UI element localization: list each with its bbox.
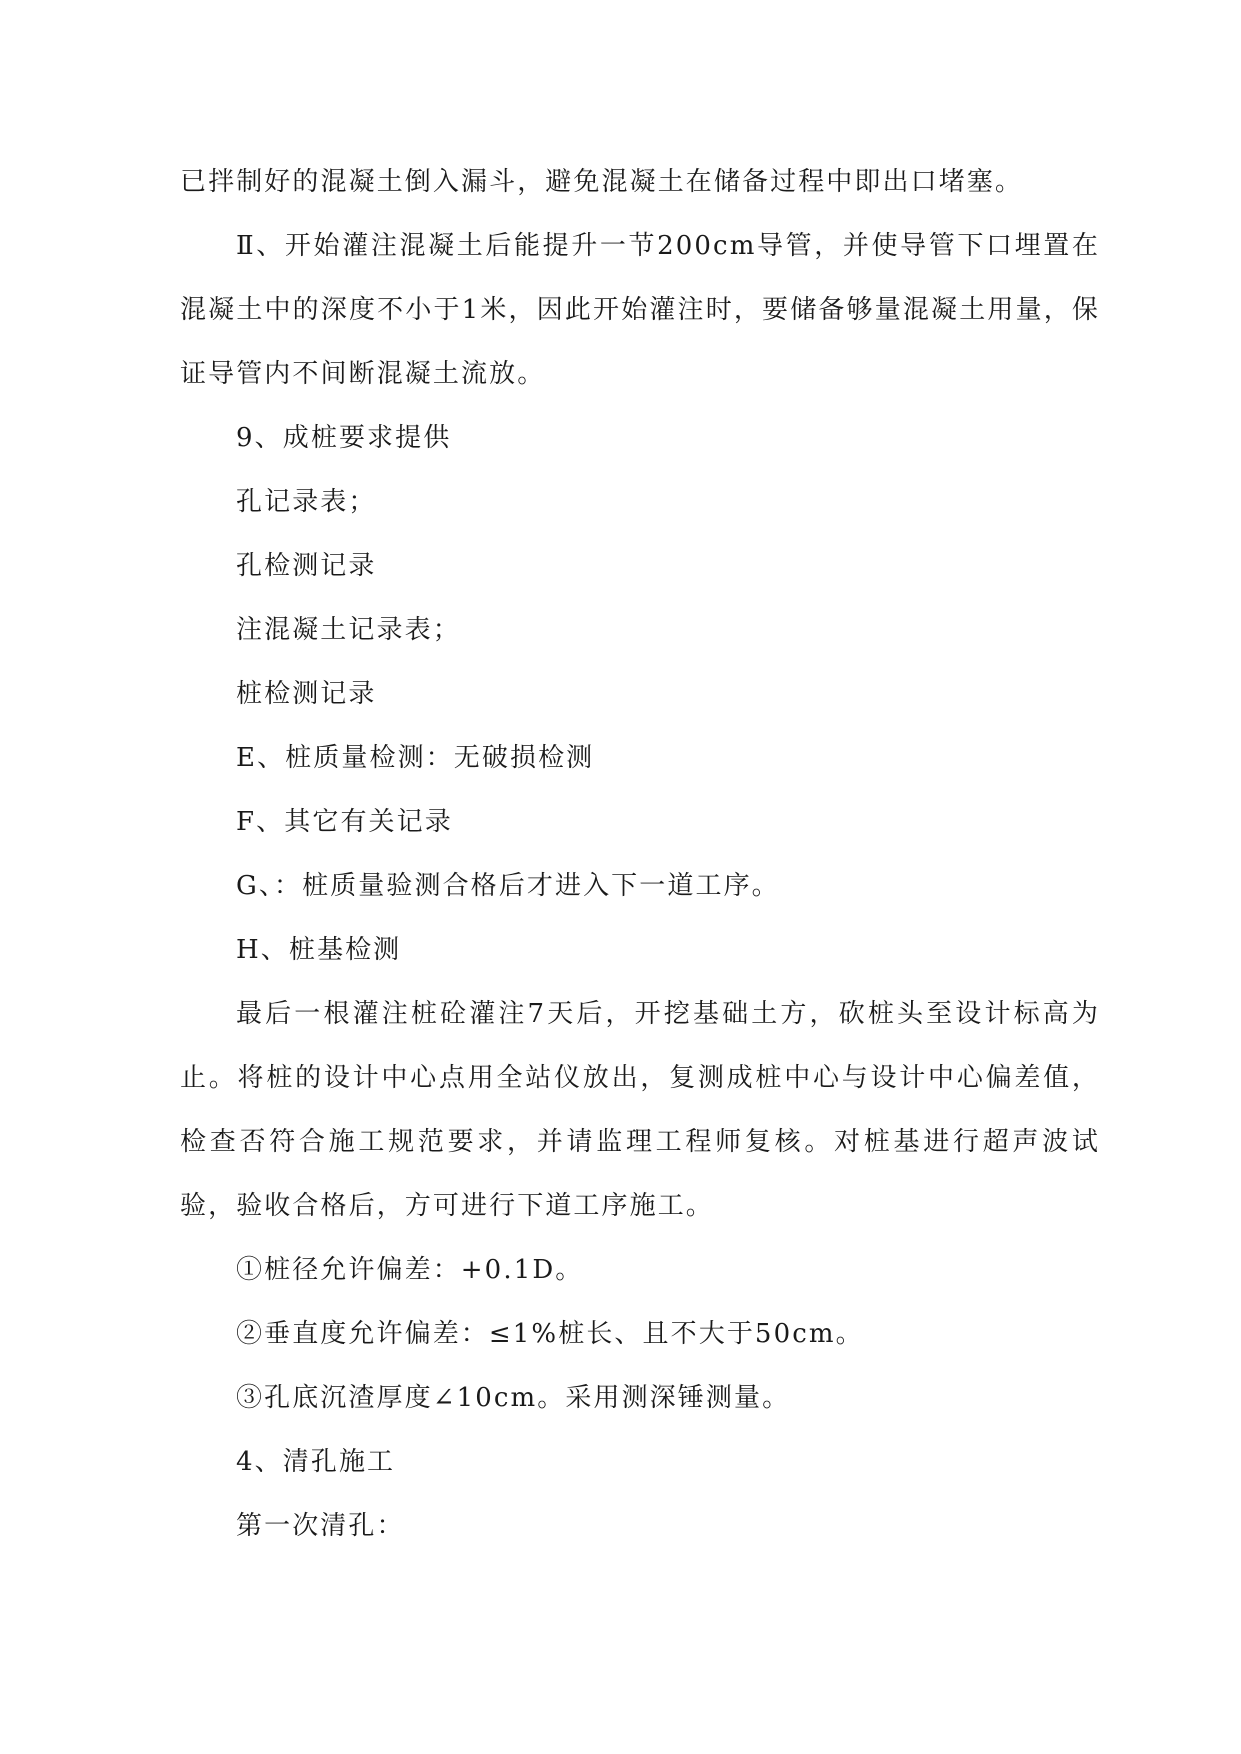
heading-pile-requirements: 9、成桩要求提供 xyxy=(236,423,452,453)
paragraph-pile-foundation-test: 最后一根灌注桩砼灌注7天后，开挖基础土方，砍桩头至设计标高为止。将桩的设计中心点用全站仪放出，复测成桩中心与设计中心偏差值，检查否符合施工规范要求，并请监理工程师复核。对桩基进行超声波试验，验收合格后，方可进行下道工序施工。 xyxy=(180,999,1100,1221)
list-item-quality-test: E、桩质量检测：无破损检测 xyxy=(236,743,595,773)
heading-first-cleaning: 第一次清孔： xyxy=(236,1511,405,1541)
list-item-sediment-thickness: ③孔底沉渣厚度∠10cm。采用测深锤测量。 xyxy=(236,1383,791,1413)
paragraph-concrete-pouring-end: 已拌制好的混凝土倒入漏斗，避免混凝土在储备过程中即出口堵塞。 xyxy=(180,167,1024,197)
list-item-other-records: F、其它有关记录 xyxy=(236,807,453,837)
list-item-verticality-tolerance: ②垂直度允许偏差：≤1%桩长、且不大于50cm。 xyxy=(236,1319,864,1349)
list-item-hole-record: 孔记录表； xyxy=(236,487,377,517)
list-item-next-process: G、：桩质量验测合格后才进入下一道工序。 xyxy=(236,871,780,901)
list-item-hole-inspection: 孔检测记录 xyxy=(236,551,377,581)
heading-pile-foundation-test: H、桩基检测 xyxy=(236,935,402,965)
heading-hole-cleaning: 4、清孔施工 xyxy=(236,1447,396,1477)
paragraph-conduit-lifting: Ⅱ、开始灌注混凝土后能提升一节200cm导管，并使导管下口埋置在混凝土中的深度不小于1米，因此开始灌注时，要储备够量混凝土用量，保证导管内不间断混凝土流放。 xyxy=(180,231,1100,389)
list-item-diameter-tolerance: ①桩径允许偏差：+0.1D。 xyxy=(236,1255,584,1285)
list-item-pile-inspection: 桩检测记录 xyxy=(236,679,377,709)
list-item-concrete-record: 注混凝土记录表； xyxy=(236,615,461,645)
